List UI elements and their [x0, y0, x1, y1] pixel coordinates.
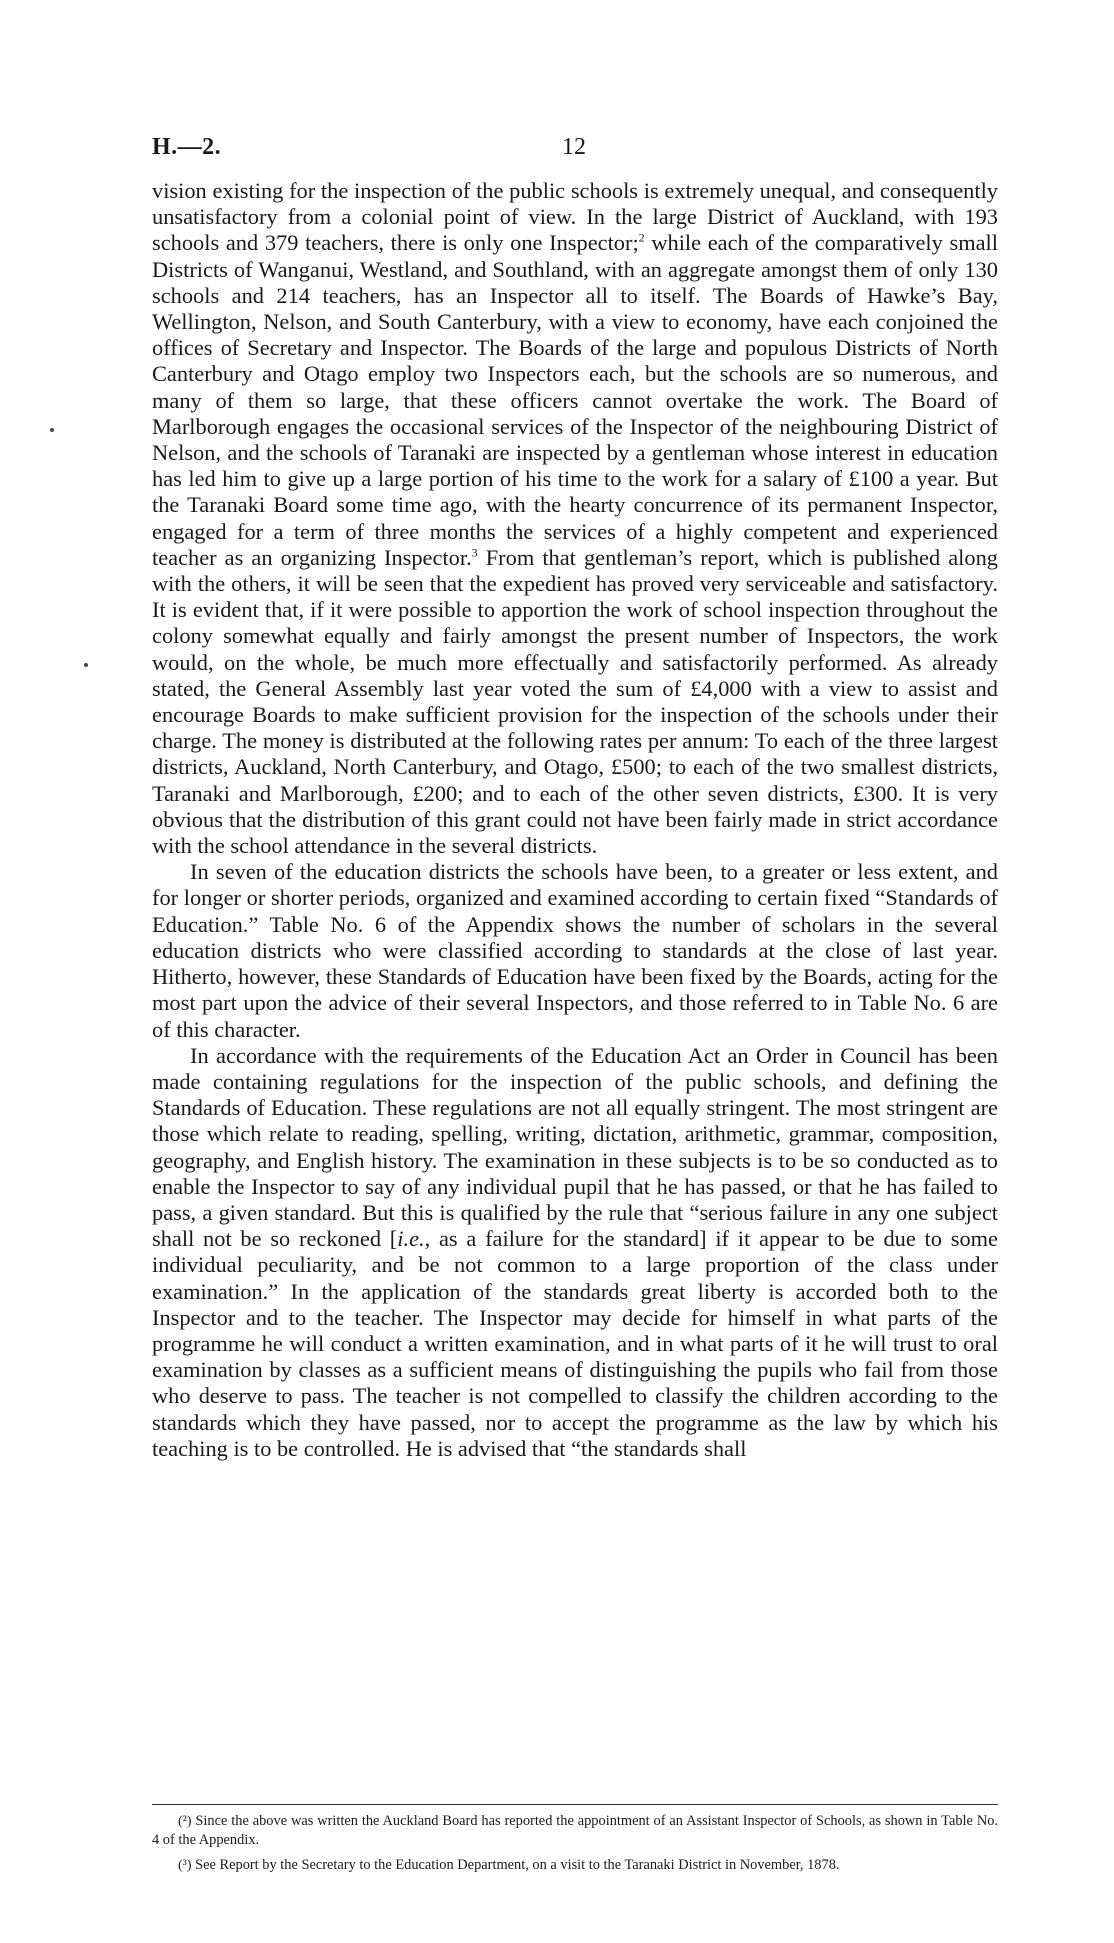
footnotes	[152, 1812, 998, 1881]
scan-speck	[84, 663, 88, 667]
page-header	[152, 134, 996, 164]
scan-speck	[50, 428, 54, 432]
paragraph	[152, 178, 998, 859]
footnote-mark: (²)	[178, 1814, 192, 1829]
text-run: , as a failure for the standard] if it appear to be due to some individual peculiarity, and be not common to a large proportion of the class under examination.” In the application of the standards great liberty is accorded both to the Inspector and to the teacher. The Inspector may decide for himself in what parts of the programme he will conduct a written examination, and in what parts of it he will trust to oral examination by classes as a sufficient means of distinguishing the pupils who fail from those who deserve to pass. The teacher is not compelled to classify the children according to the standards which they have passed, nor to accept the programme as the law by which his teaching is to be controlled. He is advised that “the standards shall	[152, 1226, 998, 1461]
paragraph	[152, 1043, 998, 1462]
text-run: vision existing for the inspection of the public schools is extremely unequal, and consequently unsatisfactory from a colonial point of view. In the large District of Auckland, with 193 schools and 379 teachers, there is only one Inspector;	[152, 178, 998, 256]
footnote-divider	[152, 1804, 998, 1805]
text-run: while each of the comparatively small Districts of Wanganui, Westland, and Southland, with an aggregate amongst them of only 130 schools and 214 teachers, has an Inspector all to itself. The Boards of Hawke’s Bay, Wellington, Nelson, and South Canterbury, with a view to economy, have each conjoined the offices of Secretary and Inspector. The Boards of the large and populous Districts of North Canterbury and Otago employ two Inspectors each, but the schools are so numerous, and many of them so large, that these officers cannot overtake the work. The Board of Marlborough engages the occasional services of the Inspector of the neighbouring District of Nelson, and the schools of Taranaki are inspected by a gentleman whose interest in education has led him to give up a large portion of his time to the work for a salary of £100 a year. But the Taranaki Board some time ago, with the hearty concurrence of its permanent Inspector, engaged for a term of three months the services of a highly competent and experienced teacher as an organizing Inspector.	[152, 230, 998, 570]
text-run: In seven of the education districts the schools have been, to a greater or less extent, and for longer or shorter periods, organized and examined according to certain fixed “Standards of Education.” Table No. 6 of the Appendix shows the number of scholars in the several education districts who were classified according to standards at the close of last year. Hitherto, however, these Standards of Education have been fixed by the Boards, acting for the most part upon the advice of their several Inspectors, and those referred to in Table No. 6 are of this character.	[152, 859, 998, 1042]
footnote-mark: (³)	[178, 1858, 192, 1873]
paragraph	[152, 859, 998, 1042]
italic-text: i.e.	[397, 1226, 425, 1252]
text-run: In accordance with the requirements of the Education Act an Order in Council has been made containing regulations for the inspection of the public schools, and defining the Standards of Education. These regulations are not all equally stringent. The most stringent are those which relate to reading, spelling, writing, dictation, arithmetic, grammar, composition, geography, and English history. The examination in these subjects is to be so conducted as to enable the Inspector to say of any individual pupil that he has passed, or that he has failed to pass, a given standard. But this is qualified by the rule that “serious failure in any one subject shall not be so reckoned [	[152, 1042, 998, 1252]
document-reference: H.—2.	[152, 134, 222, 160]
footnote-reference: 2	[638, 230, 645, 245]
footnote-text: Since the above was written the Auckland Board has reported the appointment of an Assistant Inspector of Schools, as shown in Table No. 4 of the Appendix.	[152, 1813, 999, 1848]
text-run: From that gentleman’s report, which is published along with the others, it will be seen that the expedient has proved very serviceable and satisfactory. It is evident that, if it were possible to apportion the work of school inspection throughout the colony somewhat equally and fairly amongst the present number of Inspectors, the work would, on the whole, be much more effectually and satisfactorily performed. As already stated, the General Assembly last year voted the sum of £4,000 with a view to assist and encourage Boards to make sufficient provision for the inspection of the schools under their charge. The money is distributed at the following rates per annum: To each of the three largest districts, Auckland, North Canterbury, and Otago, £500; to each of the two smallest districts, Taranaki and Marlborough, £200; and to each of the other seven districts, £300. It is very obvious that the distribution of this grant could not have been fairly made in strict accordance with the school attendance in the several districts.	[152, 544, 998, 859]
body-text	[152, 178, 998, 1462]
footnote-reference: 3	[471, 545, 478, 560]
footnote	[152, 1856, 998, 1875]
page-number: 12	[562, 134, 586, 160]
footnote	[152, 1812, 998, 1850]
footnote-text: See Report by the Secretary to the Education Department, on a visit to the Taranaki District in November, 1878.	[195, 1857, 840, 1873]
